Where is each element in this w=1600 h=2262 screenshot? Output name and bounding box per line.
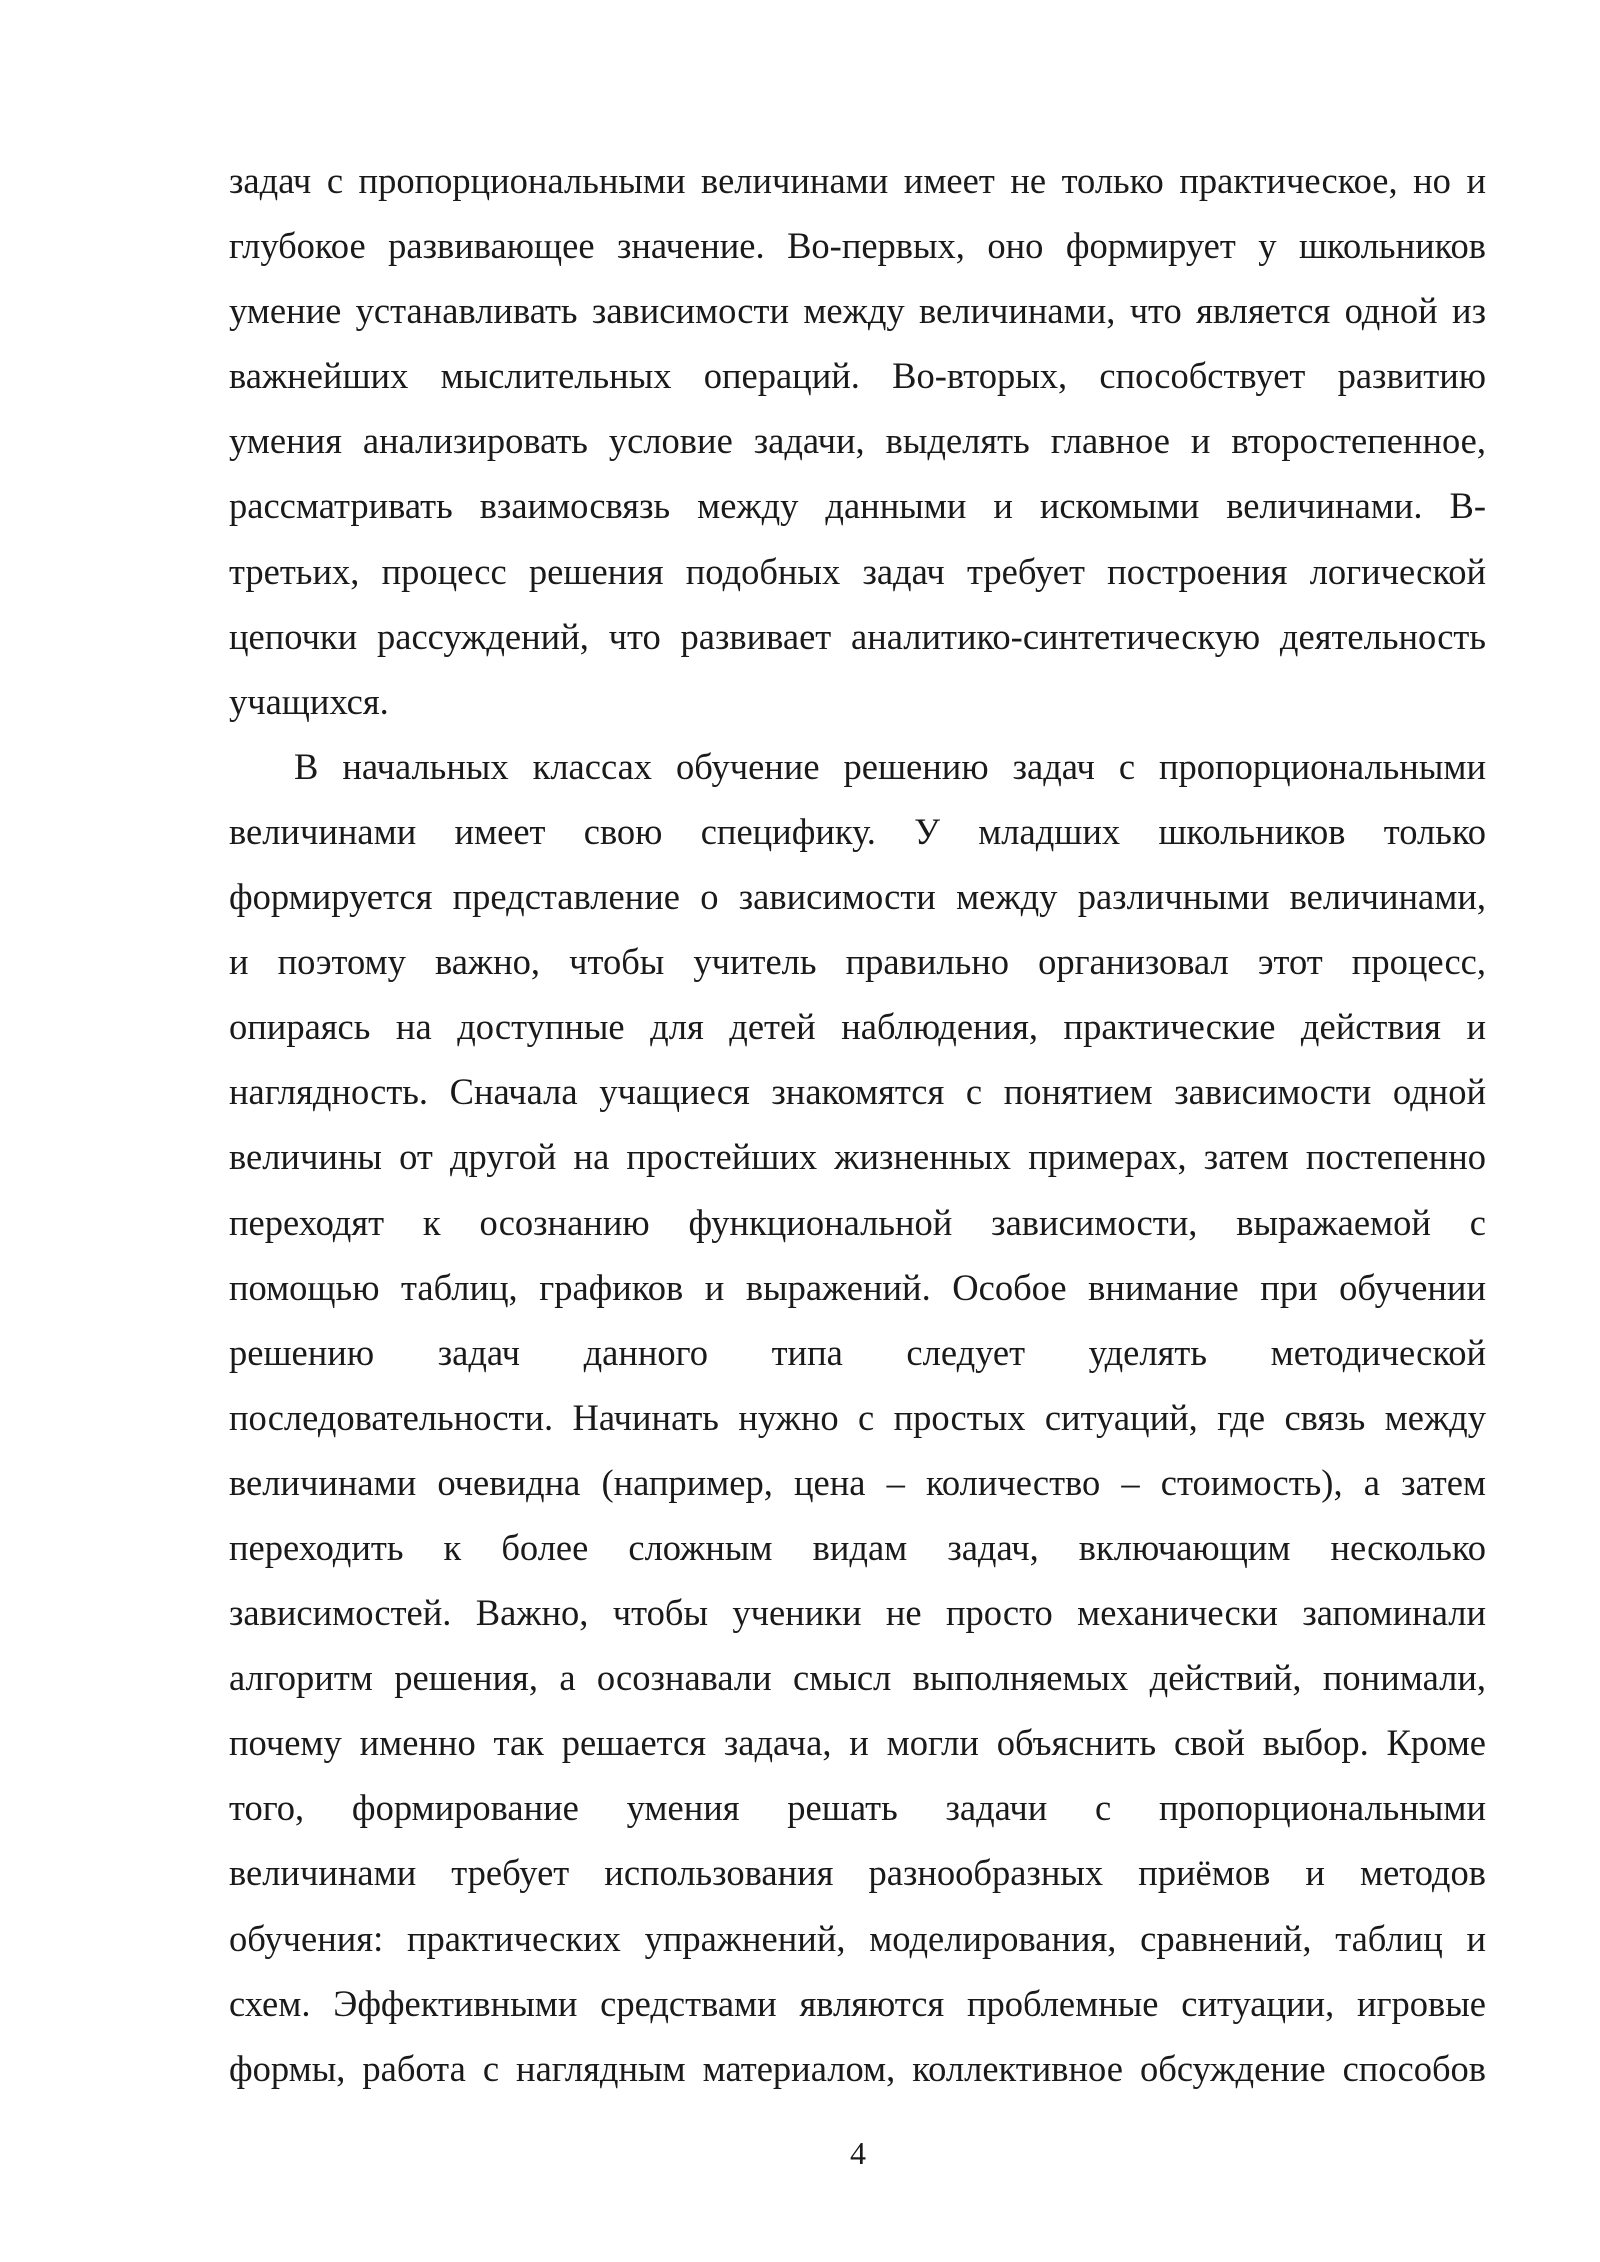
text-line: помощью таблиц, графиков и выражений. Особое внимание при обучении — [229, 1266, 1486, 1308]
text-line: решению задач данного типа следует уделять методической — [229, 1331, 1486, 1373]
text-line: формируется представление о зависимости между различными величинами, — [229, 876, 1486, 918]
text-line: важнейших мыслительных операций. Во-вторых, способствует развитию — [229, 355, 1486, 397]
text-line: величины от другой на простейших жизненных примерах, затем постепенно — [229, 1136, 1486, 1178]
text-line: и поэтому важно, чтобы учитель правильно организовал этот процесс, — [229, 941, 1486, 983]
text-line: алгоритм решения, а осознавали смысл выполняемых действий, понимали, — [229, 1657, 1486, 1699]
text-line: учащихся. — [229, 680, 389, 722]
text-line: умения анализировать условие задачи, выделять главное и второстепенное, — [229, 420, 1486, 462]
text-line: переходить к более сложным видам задач, включающим несколько — [229, 1526, 1486, 1568]
body-text — [229, 148, 1486, 2101]
text-line: наглядность. Сначала учащиеся знакомятся с понятием зависимости одной — [229, 1071, 1486, 1113]
text-line: глубокое развивающее значение. Во-первых, оно формирует у школьников — [229, 225, 1486, 267]
text-line: третьих, процесс решения подобных задач требует построения логической — [229, 550, 1486, 592]
text-line: того, формирование умения решать задачи с пропорциональными — [229, 1787, 1486, 1829]
text-line: В начальных классах обучение решению задач с пропорциональными — [294, 745, 1486, 787]
text-line: схем. Эффективными средствами являются проблемные ситуации, игровые — [229, 1982, 1486, 2024]
text-line: последовательности. Начинать нужно с простых ситуаций, где связь между — [229, 1396, 1486, 1438]
text-line: величинами очевидна (например, цена – количество – стоимость), а затем — [229, 1461, 1486, 1503]
paragraph-1 — [229, 148, 1486, 734]
text-line: рассматривать взаимосвязь между данными и искомыми величинами. В- — [229, 485, 1486, 527]
text-line: переходят к осознанию функциональной зависимости, выражаемой с — [229, 1201, 1486, 1243]
text-line: умение устанавливать зависимости между величинами, что является одной из — [229, 290, 1486, 332]
text-line: цепочки рассуждений, что развивает аналитико-синтетическую деятельность — [229, 615, 1486, 657]
text-line: формы, работа с наглядным материалом, коллективное обсуждение способов — [229, 2047, 1486, 2089]
text-line: величинами требует использования разнообразных приёмов и методов — [229, 1852, 1486, 1894]
text-line: опираясь на доступные для детей наблюдения, практические действия и — [229, 1006, 1486, 1048]
text-line: зависимостей. Важно, чтобы ученики не просто механически запоминали — [229, 1592, 1486, 1634]
page-number: 4 — [850, 2135, 866, 2171]
paragraph-2 — [229, 734, 1486, 2101]
text-line: обучения: практических упражнений, моделирования, сравнений, таблиц и — [229, 1917, 1486, 1959]
text-line: величинами имеет свою специфику. У младших школьников только — [229, 810, 1486, 852]
text-line: почему именно так решается задача, и могли объяснить свой выбор. Кроме — [229, 1722, 1486, 1764]
text-line: задач с пропорциональными величинами имеет не только практическое, но и — [229, 160, 1486, 201]
